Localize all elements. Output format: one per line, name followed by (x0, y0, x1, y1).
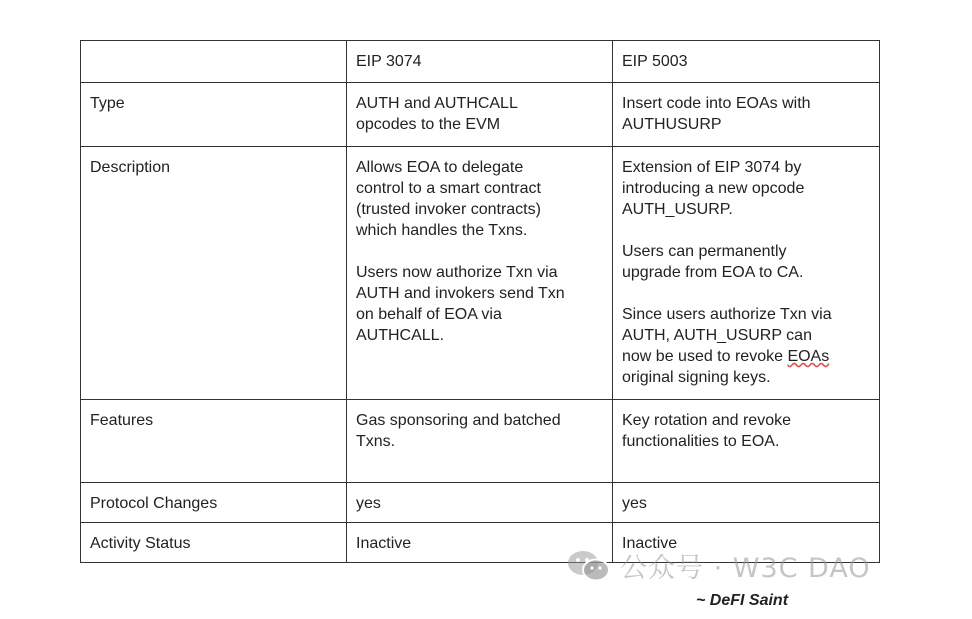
cell-eip3074: AUTH and AUTHCALL opcodes to the EVM (347, 83, 613, 147)
cell-eip5003: Insert code into EOAs with AUTHUSURP (613, 83, 880, 147)
cell-eip5003: Key rotation and revoke functionalities to EOA. (613, 400, 880, 483)
comparison-table (80, 40, 880, 563)
cell-eip3074: Allows EOA to delegate control to a smart contract (trusted invoker contracts) which handles the Txns. Users now authorize Txn via AUTH and invokers send Txn on behalf of EOA via AUTHCALL. (347, 147, 613, 400)
table-row-protocol-changes (81, 483, 880, 523)
row-label: Activity Status (81, 523, 347, 563)
cell-eip3074: Inactive (347, 523, 613, 563)
cell-eip3074: Gas sponsoring and batched Txns. (347, 400, 613, 483)
header-cell-empty (81, 41, 347, 83)
wechat-icon (566, 549, 612, 583)
table-row-type (81, 83, 880, 147)
row-label: Features (81, 400, 347, 483)
table-row-features (81, 400, 880, 483)
cell-eip5003: yes (613, 483, 880, 523)
signature: ~ DeFI Saint (696, 592, 789, 609)
cell-text: original signing keys. (622, 369, 771, 386)
spellcheck-word: EOAs (787, 348, 830, 365)
cell-eip5003: Inactive (613, 523, 880, 563)
watermark (566, 546, 871, 585)
watermark-text: 公众号 · W3C DAO (620, 553, 871, 584)
header-cell-eip5003: EIP 5003 (613, 41, 880, 83)
table-header-row (81, 41, 880, 83)
cell-text: Extension of EIP 3074 by introducing a new opcode AUTH_USURP. Users can permanently upgrade from EOA to CA. Since users authorize Txn via AUTH, AUTH_USURP can now be used to revoke (622, 159, 832, 365)
cell-eip5003 (613, 147, 880, 400)
row-label: Type (81, 83, 347, 147)
row-label: Description (81, 147, 347, 400)
header-cell-eip3074: EIP 3074 (347, 41, 613, 83)
table-row-description (81, 147, 880, 400)
row-label: Protocol Changes (81, 483, 347, 523)
cell-eip3074: yes (347, 483, 613, 523)
